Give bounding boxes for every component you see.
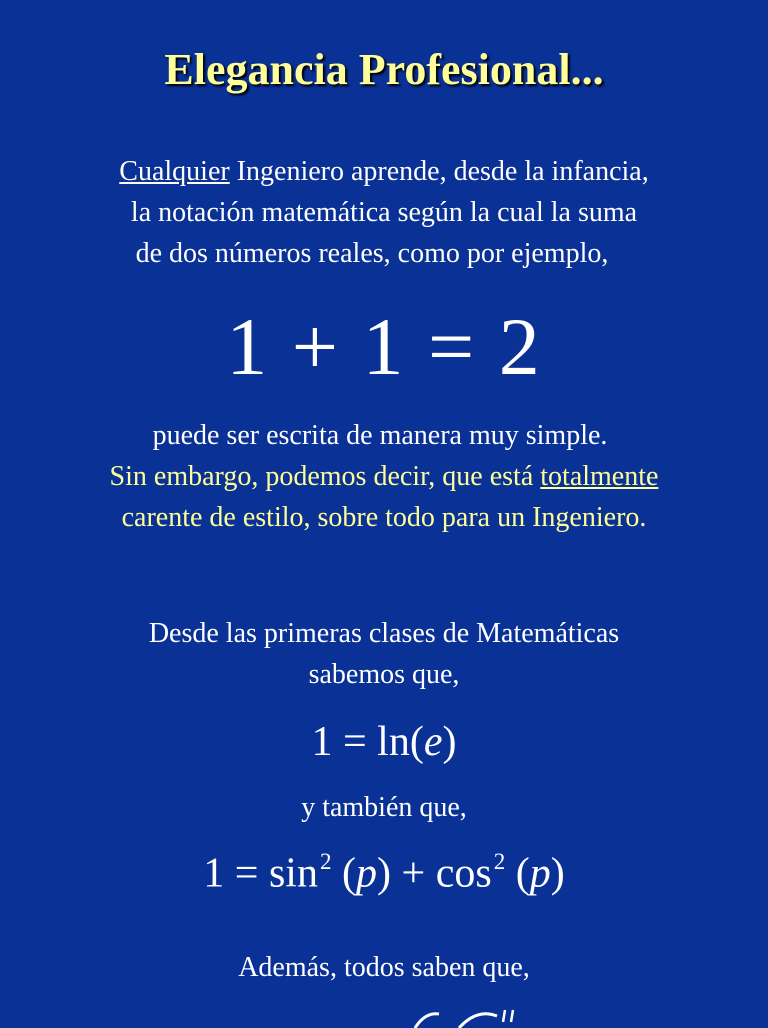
equation-ln-var: e [423, 719, 443, 765]
ademas-line: Además, todos saben que, [238, 952, 530, 983]
intro-line-1-rest: Ingeniero aprende, desde la infancia, [229, 156, 649, 187]
eq-trig-var1: p [356, 850, 378, 897]
para2-line-2-before: Sin embargo, podemos decir, que está [109, 461, 541, 492]
para2-line-3: carente de estilo, sobre todo para un Ingeniero. [121, 502, 647, 533]
slide-title: Elegancia Profesional... [164, 45, 604, 94]
underlined-word-totalmente: totalmente [540, 461, 659, 492]
eq-trig-exp2: 2 [493, 848, 506, 874]
intro-line-3: de dos números reales, como por ejemplo, [135, 238, 609, 269]
tambien-line: y también que, [301, 792, 467, 823]
para2-line-2 [0, 461, 768, 493]
eq-trig-part3: ) + cos [377, 850, 492, 897]
eq-trig-part5: ) [550, 850, 565, 897]
para3-line-2: sabemos que, [308, 659, 460, 690]
equation-trig [0, 848, 768, 897]
eq-trig-part1: 1 = sin [203, 850, 318, 897]
intro-line-2: la notación matemática según la cual la suma [130, 197, 638, 228]
eq-trig-part2: ( [331, 850, 357, 897]
equation-ln [0, 718, 768, 766]
eq-trig-var2: p [529, 850, 551, 897]
eq-trig-exp1: 2 [319, 848, 332, 874]
para3-line-1: Desde las primeras clases de Matemáticas [148, 618, 620, 649]
underlined-word: Cualquier [119, 156, 230, 187]
equation-ln-rhs: ) [442, 719, 457, 765]
eq-trig-part4: ( [505, 850, 530, 897]
equation-ln-lhs: 1 = ln( [311, 719, 424, 765]
cut-off-formula-fragment [405, 1004, 545, 1028]
para2-line-1: puede ser escrita de manera muy simple. [152, 420, 608, 451]
intro-line-1 [0, 156, 768, 188]
equation-main: 1 + 1 = 2 [226, 301, 542, 392]
